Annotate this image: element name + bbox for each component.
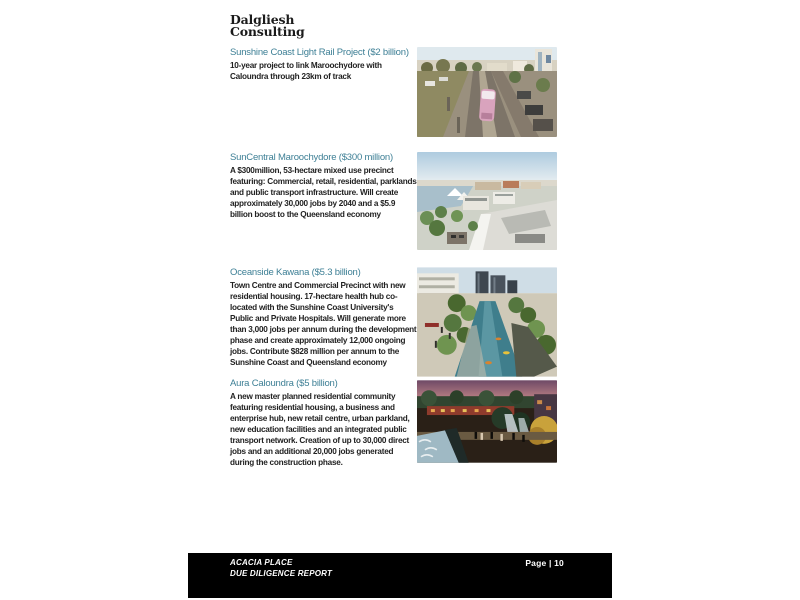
canal-precinct-illustration [417,267,557,377]
suncentral-image [417,152,557,250]
section-body: A $300million, 53-hectare mixed use precinct featuring: Commercial, retail, residential, parklands and public transport infrastructure. Will create approximately 30,000 jobs by 2040 and a $5.9 billion boost to the Queensland economy [230,166,417,219]
section-body: Town Centre and Commercial Precinct with new residential housing. 17-hectare health hub co-located with the Sunshine Coast University's Public and Private Hospitals. Will generate more than 3,000 jobs per annum during the development phase and create approximately 12,000 ongoing jobs. Contribute $828 million per annum to the Sunshine Coast and Queensland economy [230,281,417,367]
footer-bar [188,553,612,598]
footer-project-name: ACACIA PLACE [230,558,293,567]
footer-report-name: DUE DILIGENCE REPORT [230,569,333,578]
logo-line-2: Consulting [230,23,305,39]
section-heading: Oceanside Kawana ($5.3 billion) [230,267,361,278]
section-suncentral [230,151,418,220]
section-oceanside [230,266,418,368]
section-aura [230,377,418,468]
section-heading: Sunshine Coast Light Rail Project ($2 billion) [230,47,409,58]
section-body: A new master planned residential community featuring residential housing, a business and enterprise hub, new retail centre, urban parkland, new education facilities and an integrated public transport network. Creation of up to 30,000 direct jobs and an additional 20,000 jobs generated during the construction phase. [230,392,410,467]
dusk-plaza-illustration [417,380,557,463]
aerial-precinct-illustration [417,152,557,250]
aura-image [417,380,557,463]
section-heading: Aura Caloundra ($5 billion) [230,378,338,389]
footer-page-number: Page | 10 [525,558,564,568]
section-heading: SunCentral Maroochydore ($300 million) [230,152,393,163]
light-rail-image [417,47,557,137]
section-light-rail [230,46,418,82]
logo-line-1: Dalgliesh [230,12,295,27]
light-rail-illustration [417,47,557,137]
footer-report-title [230,557,332,579]
company-logo [230,14,305,37]
section-body: 10-year project to link Maroochydore with Caloundra through 23km of track [230,61,382,81]
oceanside-image [417,267,557,377]
